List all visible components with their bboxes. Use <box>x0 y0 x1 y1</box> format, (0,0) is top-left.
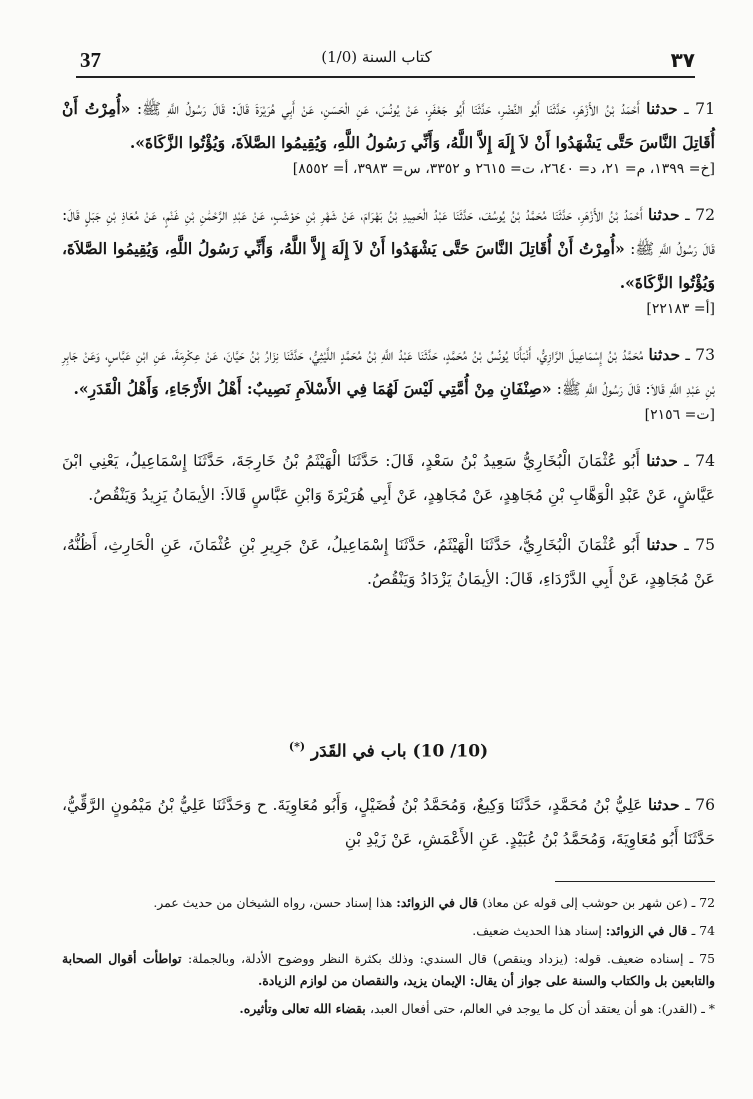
chapter-title: (10/ 10) باب في القَدَر <box>310 741 489 762</box>
footnote-text: هذا إسناد حسن، رواه الشيخان من حديث عمر. <box>153 895 397 910</box>
page-header <box>24 44 729 74</box>
footnote-text: 72 ـ (عن شهر بن حوشب إلى قوله عن معاذ) <box>482 895 715 910</box>
main-text-continued <box>62 788 715 872</box>
page-number-latin: 37 <box>80 48 101 72</box>
hadith-lead: حدثنا <box>646 535 678 554</box>
hadith-71: 71 ـ حدثنا أَحْمَدُ بْنُ الأَزْهَرِ، حَدَّثَنَا أَبُو النَّضْرِ، حَدَّثَنَا أَبُو جَعْفَرٍ، عَنْ يُونُسَ، عَنِ الْحَسَنِ، عَنْ أَبِي هُرَيْرَةَ قَالَ: قَالَ رَسُولُ اللَّهِ ﷺ: «أُمِرْتُ أَنْ أُقَاتِلَ النَّاسَ حَتَّى يَشْهَدُوا أَنْ لاَ إِلَهَ إِلاَّ اللَّهُ، وَأَنِّي رَسُولُ اللَّهِ، وَيُقِيمُوا الصَّلاَةَ، وَيُؤْتُوا الزَّكَاةَ». [خ= ١٣٩٩، م= ٢١، د= ٢٦٤٠، ت= ٢٦١٥ و ٣٣٥٢، س= ٣٩٨٣، أ= ٨٥٥٢] <box>62 92 715 182</box>
hadith-number: 74 <box>695 452 715 470</box>
hadith-lead: حدثنا <box>646 451 678 470</box>
footnote-bold: قال في الزوائد: <box>605 923 692 938</box>
footnote-text: 75 ـ إسناده ضعيف. قوله: (يزداد وينقص) قال السندي: وذلك بكثرة النظر ووضوح الأدلة، وبالجملة: <box>187 951 715 966</box>
hadith-number: 76 <box>695 796 715 814</box>
header-rule <box>76 76 695 78</box>
hadith-matn: «أُمِرْتُ أَنْ أُقَاتِلَ النَّاسَ حَتَّى يَشْهَدُوا أَنْ لاَ إِلَهَ إِلاَّ اللَّهُ، وَأَنِّي رَسُولُ اللَّهِ، وَيُقِيمُوا الصَّلاَةَ، وَيُؤْتُوا الزَّكَاةَ». <box>62 239 715 292</box>
hadith-73: 73 ـ حدثنا مُحَمَّدُ بْنُ إِسْمَاعِيلَ الرَّازِيُّ، أَنْبَأَنَا يُونُسُ بْنُ مُحَمَّدٍ، حَدَّثَنَا عَبْدُ اللَّهِ بْنُ مُحَمَّدٍ اللَّيْثِيُّ، حَدَّثَنَا نِزَارُ بْنُ حَيَّانَ، عَنْ عِكْرِمَةَ، عَنِ ابْنِ عَبَّاسٍ، وَعَنْ جَابِرِ بْنِ عَبْدِ اللَّهِ قَالاَ: قَالَ رَسُولُ اللَّهِ ﷺ: «صِنْفَانِ مِنْ أُمَّتِي لَيْسَ لَهُمَا فِي الأَسْلاَمِ نَصِيبٌ: أَهْلُ الأَرْجَاءِ، وَأَهْلُ الْقَدَرِ». [ت= ٢١٥٦] <box>62 338 715 428</box>
chapter-heading <box>62 740 715 780</box>
running-title: (1/0) كتاب السنة <box>321 48 432 66</box>
hadith-74: 74 ـ حدثنا أَبُو عُثْمَانَ الْبُخَارِيُّ سَعِيدُ بْنُ سَعْدٍ، قَالَ: حَدَّثَنَا الْهَيْثَمُ بْنُ خَارِجَةَ، حَدَّثَنَا إِسْمَاعِيلُ، يَعْنِي ابْنَ عَيَّاشٍ، عَنْ عَبْدِ الْوَهَّابِ بْنِ مُجَاهِدٍ، عَنْ مُجَاهِدٍ، عَنْ أَبِي هُرَيْرَةَ وَابْنِ عَبَّاسٍ قَالاَ: الأِيمَانُ يَزِيدُ وَيَنْقُصُ. <box>62 451 715 504</box>
hadith-reference: [خ= ١٣٩٩، م= ٢١، د= ٢٦٤٠، ت= ٢٦١٥ و ٣٣٥٢، س= ٣٩٨٣، أ= ٨٥٥٢] <box>292 161 715 177</box>
footnote-bold: بقضاء الله تعالى وتأثيره. <box>239 1001 371 1016</box>
footnote-bold: قال في الزوائد: <box>396 895 483 910</box>
hadith-isnad: مُحَمَّدُ بْنُ إِسْمَاعِيلَ الرَّازِيُّ، أَنْبَأَنَا يُونُسُ بْنُ مُحَمَّدٍ، حَدَّثَنَا عَبْدُ اللَّهِ بْنُ مُحَمَّدٍ اللَّيْثِيُّ، حَدَّثَنَا نِزَارُ بْنُ حَيَّانَ، عَنْ عِكْرِمَةَ، عَنِ ابْنِ عَبَّاسٍ، وَعَنْ جَابِرِ بْنِ عَبْدِ اللَّهِ قَالاَ: قَالَ رَسُولُ اللَّهِ ﷺ: <box>62 346 715 398</box>
page-number-arabic: ٣٧ <box>670 48 695 72</box>
footnote-74 <box>62 920 715 942</box>
hadith-isnad: أَحْمَدُ بْنُ الأَزْهَرِ، حَدَّثَنَا أَبُو النَّضْرِ، حَدَّثَنَا أَبُو جَعْفَرٍ، عَنْ يُونُسَ، عَنِ الْحَسَنِ، عَنْ أَبِي هُرَيْرَةَ قَالَ: قَالَ رَسُولُ اللَّهِ ﷺ: <box>136 100 640 118</box>
main-text <box>62 92 715 612</box>
hadith-isnad: أَحْمَدُ بْنُ الأَزْهَرِ، حَدَّثَنَا مُحَمَّدُ بْنُ يُوسُفَ، حَدَّثَنَا عَبْدُ الْحَمِيدِ بْنُ بَهْرَامَ، عَنْ شَهْرِ بْنِ حَوْشَبٍ، عَنْ عَبْدِ الرَّحْمَٰنِ بْنِ غَنْمٍ، عَنْ مُعَاذِ بْنِ جَبَلٍ قَالَ: قَالَ رَسُولُ اللَّهِ ﷺ: <box>62 206 715 258</box>
hadith-72: 72 ـ حدثنا أَحْمَدُ بْنُ الأَزْهَرِ، حَدَّثَنَا مُحَمَّدُ بْنُ يُوسُفَ، حَدَّثَنَا عَبْدُ الْحَمِيدِ بْنُ بَهْرَامَ، عَنْ شَهْرِ بْنِ حَوْشَبٍ، عَنْ عَبْدِ الرَّحْمَٰنِ بْنِ غَنْمٍ، عَنْ مُعَاذِ بْنِ جَبَلٍ قَالَ: قَالَ رَسُولُ اللَّهِ ﷺ: «أُمِرْتُ أَنْ أُقَاتِلَ النَّاسَ حَتَّى يَشْهَدُوا أَنْ لاَ إِلَهَ إِلاَّ اللَّهُ، وَأَنِّي رَسُولُ اللَّهِ، وَيُقِيمُوا الصَّلاَةَ، وَيُؤْتُوا الزَّكَاةَ». [أ= ٢٢١٨٣] <box>62 198 715 322</box>
footnote-separator <box>555 881 715 882</box>
footnote-text: * ـ (القدر): هو أن يعتقد أن كل ما يوجد في العالم، حتى أفعال العبد، <box>370 1001 715 1016</box>
footnote-75 <box>62 948 715 992</box>
footnote-qadar <box>62 998 715 1020</box>
hadith-lead: حدثنا <box>648 795 680 814</box>
footnote-text: إسناد هذا الحديث ضعيف. <box>472 923 606 938</box>
hadith-number: 73 <box>695 346 715 364</box>
hadith-75: 75 ـ حدثنا أَبُو عُثْمَانَ الْبُخَارِيُّ، حَدَّثَنَا الْهَيْثَمُ، حَدَّثَنَا إِسْمَاعِيلُ، عَنْ جَرِيرِ بْنِ عُثْمَانَ، عَنِ الْحَارِثِ، أَظُنُّهُ، عَنْ مُجَاهِدٍ، عَنْ أَبِي الدَّرْدَاءِ، قَالَ: الأِيمَانُ يَزْدَادُ وَيَنْقُصُ. <box>62 535 716 588</box>
hadith-number: 72 <box>695 206 715 224</box>
hadith-number: 71 <box>695 100 715 118</box>
hadith-number: 75 <box>695 536 716 554</box>
hadith-lead: حدثنا <box>648 345 681 364</box>
hadith-reference: [ت= ٢١٥٦] <box>644 407 715 423</box>
footnote-72 <box>62 892 715 914</box>
footnote-text: 74 ـ <box>691 923 715 938</box>
hadith-text: عَلِيُّ بْنُ مُحَمَّدٍ، حَدَّثَنَا وَكِيعٌ، وَمُحَمَّدُ بْنُ فُضَيْلٍ، وَأَبُو مُعَاوِيَةَ. ح وَحَدَّثَنَا عَلِيُّ بْنُ مَيْمُونٍ الرَّقِّيُّ، حَدَّثَنَا أَبُو مُعَاوِيَةَ، وَمُحَمَّدُ بْنُ عُبَيْدٍ. عَنِ الأَعْمَشِ، عَنْ زَيْدِ بْنِ <box>62 796 715 848</box>
footnotes <box>62 892 715 1026</box>
hadith-lead: حدثنا <box>648 205 680 224</box>
chapter-footnote-mark: (*) <box>288 740 306 753</box>
hadith-matn: «أُمِرْتُ أَنْ أُقَاتِلَ النَّاسَ حَتَّى يَشْهَدُوا أَنْ لاَ إِلَهَ إِلاَّ اللَّهُ، وَأَنِّي رَسُولُ اللَّهِ، وَيُقِيمُوا الصَّلاَةَ، وَيُؤْتُوا الزَّكَاةَ». <box>62 99 715 152</box>
hadith-76: 76 ـ حدثنا عَلِيُّ بْنُ مُحَمَّدٍ، حَدَّثَنَا وَكِيعٌ، وَمُحَمَّدُ بْنُ فُضَيْلٍ، وَأَبُو مُعَاوِيَةَ. ح وَحَدَّثَنَا عَلِيُّ بْنُ مَيْمُونٍ الرَّقِّيُّ، حَدَّثَنَا أَبُو مُعَاوِيَةَ، وَمُحَمَّدُ بْنُ عُبَيْدٍ. عَنِ الأَعْمَشِ، عَنْ زَيْدِ بْنِ <box>62 795 715 848</box>
footnote-bold: تواطأت أقوال الصحابة والتابعين بل والكتاب والسنة على جواز أن يقال: الإيمان يزيد، والنقصان من لوازم الزيادة. <box>62 951 715 988</box>
hadith-isnad: أَبُو عُثْمَانَ الْبُخَارِيُّ، حَدَّثَنَا الْهَيْثَمُ، حَدَّثَنَا إِسْمَاعِيلُ، عَنْ جَرِيرِ بْنِ عُثْمَانَ، عَنِ الْحَارِثِ، أَظُنُّهُ، عَنْ مُجَاهِدٍ، عَنْ أَبِي الدَّرْدَاءِ، قَالَ: الأِيمَانُ يَزْدَادُ وَيَنْقُصُ. <box>62 536 715 588</box>
hadith-matn: «صِنْفَانِ مِنْ أُمَّتِي لَيْسَ لَهُمَا فِي الأَسْلاَمِ نَصِيبٌ: أَهْلُ الأَرْجَاءِ، وَأَهْلُ الْقَدَرِ». <box>73 379 552 398</box>
hadith-lead: حدثنا <box>646 99 678 118</box>
hadith-reference: [أ= ٢٢١٨٣] <box>646 301 715 317</box>
hadith-isnad: أَبُو عُثْمَانَ الْبُخَارِيُّ سَعِيدُ بْنُ سَعْدٍ، قَالَ: حَدَّثَنَا الْهَيْثَمُ بْنُ خَارِجَةَ، حَدَّثَنَا إِسْمَاعِيلُ، يَعْنِي ابْنَ عَيَّاشٍ، عَنْ عَبْدِ الْوَهَّابِ بْنِ مُجَاهِدٍ، عَنْ مُجَاهِدٍ، عَنْ أَبِي هُرَيْرَةَ وَابْنِ عَبَّاسٍ قَالاَ: الأِيمَانُ يَزِيدُ وَيَنْقُصُ. <box>62 452 715 504</box>
